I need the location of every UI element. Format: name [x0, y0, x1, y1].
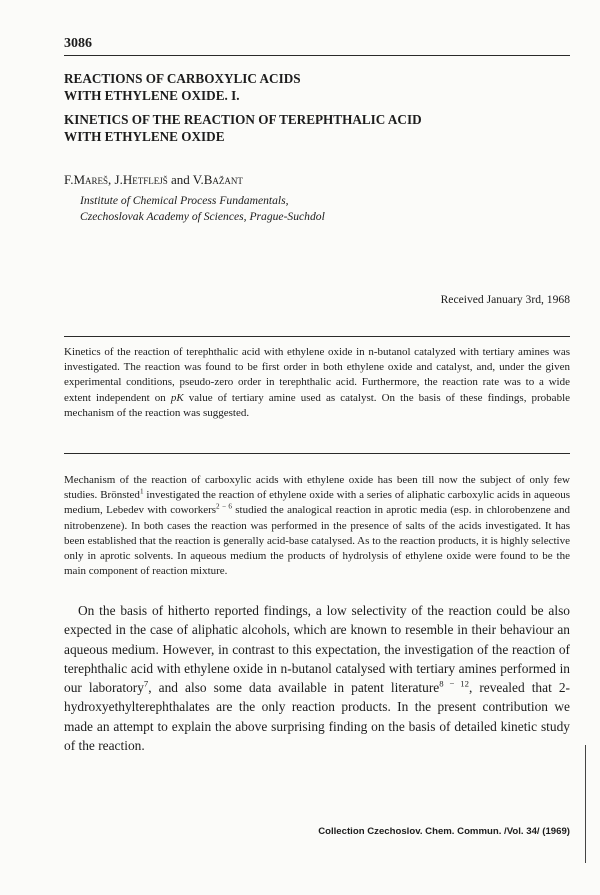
body-text: On the basis of hitherto reported findings, a low selectivity of the reaction could be also expected in the case of aliphatic alcohols, which are known to resemble in their behaviour an aqueous medium. However, in contrast to this expectation, the investigation of the reaction of terephthalic acid with ethylene oxide in n-butanol catalysed with tertiary amines performed in our laboratory — [64, 603, 570, 696]
author-initial: J. — [114, 172, 123, 187]
body-text: , revealed that 2-hydroxyethylterephthalates are the only reaction products. In the present contribution we made an attempt to explain the above surprising finding on the basis of detailed kinetic study of the reaction. — [64, 680, 570, 754]
abstract-bottom-rule — [64, 453, 570, 454]
intro-text: Mechanism of the reaction of carboxylic acids with ethylene oxide has been till now the subject of only few studies. Brönsted — [64, 474, 570, 502]
scan-edge-line — [585, 745, 586, 863]
page-number: 3086 — [64, 36, 92, 51]
body-text: , and also some data available in patent literature — [148, 680, 440, 696]
intro-text: investigated the reaction of ethylene oxide with a series of aliphatic carboxylic acids in aqueous medium, Lebedev with coworkers — [64, 489, 570, 517]
abstract — [64, 345, 570, 421]
article-subtitle — [64, 111, 570, 145]
title-line: WITH ETHYLENE OXIDE. I. — [64, 88, 240, 103]
citation-ref: 7 — [143, 678, 149, 689]
author-initial: F. — [64, 172, 74, 187]
received-date: Received January 3rd, 1968 — [440, 293, 570, 306]
author-list — [64, 172, 243, 188]
citation-ref: 8 − 12 — [439, 678, 469, 689]
pk-symbol-k: K — [176, 391, 184, 404]
pk-symbol-p: p — [170, 391, 177, 404]
intro-paragraph — [64, 473, 570, 579]
author-initial: V. — [192, 172, 204, 187]
header-rule — [64, 55, 570, 56]
affiliation — [80, 193, 325, 224]
affiliation-line: Czechoslovak Academy of Sciences, Prague-Suchdol — [80, 209, 325, 223]
abstract-top-rule — [64, 336, 570, 337]
author-separator: and — [167, 172, 193, 187]
intro-text: studied the analogical reaction in aprotic media (esp. in chlorobenzene and nitrobenzene). In both cases the reaction was performed in the presence of salts of the acids investigated. It has been established that the reaction is generally acid-base catalysed. As to the reaction products, it is highly selective only in aprotic solvents. In aqueous medium the products of hydrolysis of ethylene oxide were found to be the main component of reaction mixture. — [64, 504, 570, 578]
author-name: Hetflejš — [122, 172, 168, 187]
abstract-text: value of tertiary amine used as catalyst. On the basis of these findings, probable mechanism of the reaction was suggested. — [64, 391, 571, 419]
journal-footer: Collection Czechoslov. Chem. Commun. /Vol. 34/ (1969) — [318, 826, 570, 837]
author-separator: , — [108, 172, 115, 187]
affiliation-line: Institute of Chemical Process Fundamentals, — [80, 194, 289, 207]
abstract-text: Kinetics of the reaction of terephthalic acid with ethylene oxide in n-butanol catalyzed with tertiary amines was investigated. The reaction was found to be first order in both ethylene oxide and catalyst, and, under the given experimental conditions, pseudo-zero order in terephthalic acid. Furthermore, the reaction rate was to a wide extent independent on — [64, 346, 570, 404]
article-title — [64, 70, 570, 104]
subtitle-line: WITH ETHYLENE OXIDE — [64, 129, 225, 144]
author-name: Mareš — [73, 172, 109, 187]
body-paragraph — [64, 601, 570, 755]
citation-ref: 1 — [139, 487, 144, 496]
subtitle-line: KINETICS OF THE REACTION OF TEREPHTHALIC ACID — [64, 112, 422, 127]
citation-ref: 2 − 6 — [216, 502, 232, 511]
author-name: Bažant — [203, 172, 243, 187]
title-line: REACTIONS OF CARBOXYLIC ACIDS — [64, 71, 301, 86]
